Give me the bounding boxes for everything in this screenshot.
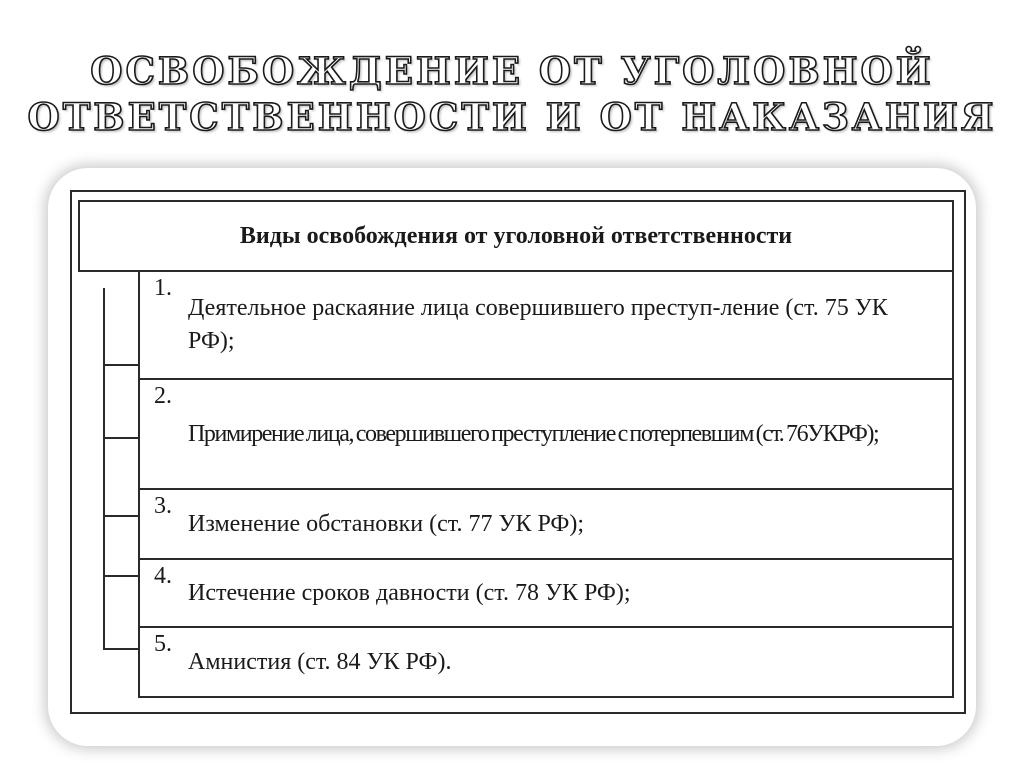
item-number: 3. [154,493,172,519]
connector-branch-2 [103,437,139,439]
slide-title-line-1: ОСВОБОЖДЕНИЕ ОТ УГОЛОВНОЙ [90,49,934,93]
item-number: 1. [154,275,172,301]
list-item [140,628,952,696]
item-number: 5. [154,631,172,657]
list-item [140,490,952,560]
item-text: Амнистия (ст. 84 УК РФ). [188,648,452,675]
scheme-header: Виды освобождения от уголовной ответственности [78,200,954,272]
release-types-list [138,270,954,698]
slide-title-line-2: ОТВЕТСТВЕННОСТИ И ОТ НАКАЗАНИЯ [27,95,997,139]
connector-branch-1 [103,364,139,366]
slide-title [0,48,1024,140]
list-item [140,272,952,380]
item-text: Деятельное раскаяние лица совершившего преступ-ление (ст. 75 УК РФ); [188,295,888,354]
list-item [140,560,952,628]
item-text: Примирение лица, совершившего преступление с потерпевшим (ст. 76УКРФ); [188,420,879,447]
item-text: Изменение обстановки (ст. 77 УК РФ); [188,510,585,537]
item-text: Истечение сроков давности (ст. 78 УК РФ); [188,579,631,606]
connector-branch-5 [103,648,139,650]
connector-spine [103,288,105,650]
connector-branch-3 [103,515,139,517]
item-number: 4. [154,563,172,589]
list-item [140,380,952,490]
connector-branch-4 [103,575,139,577]
item-number: 2. [154,383,172,409]
